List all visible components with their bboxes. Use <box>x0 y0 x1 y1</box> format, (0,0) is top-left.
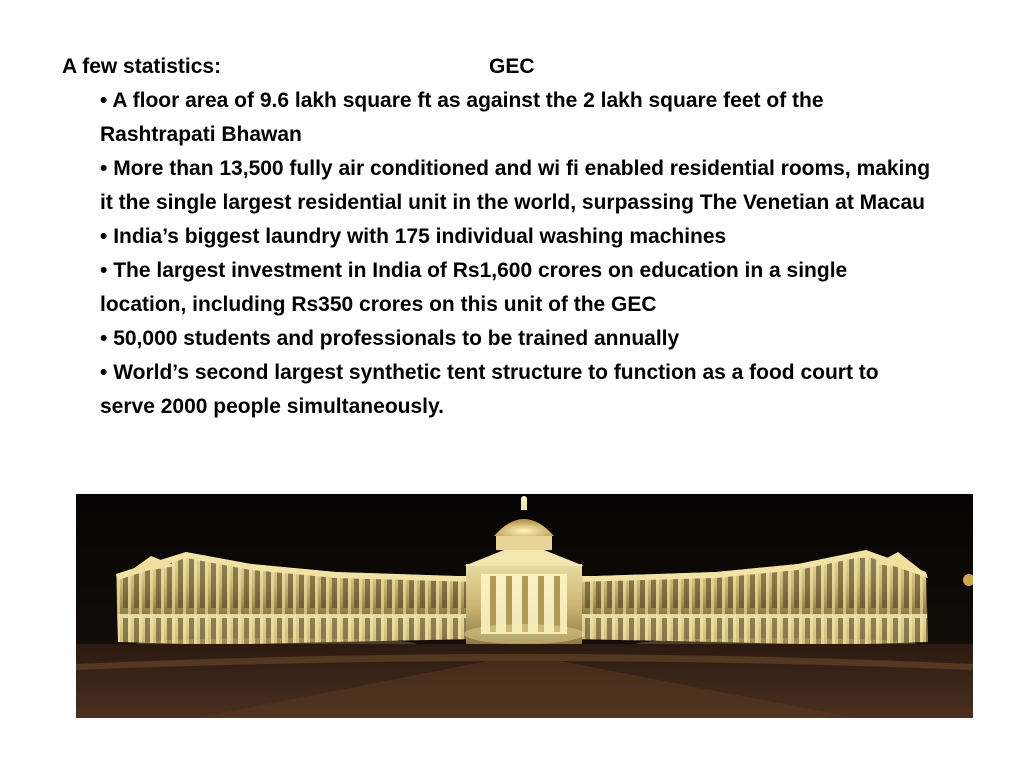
list-item <box>100 220 936 254</box>
slide-heading: A few statistics: <box>62 55 222 78</box>
list-item-text: The largest investment in India of Rs1,600 crores on education in a single location, including Rs350 crores on this unit of the GEC <box>100 259 848 316</box>
bullet: • <box>100 327 108 350</box>
bullet: • <box>100 157 108 180</box>
statistics-list <box>100 84 936 424</box>
building-photo <box>76 494 973 718</box>
slide-heading-gec: GEC <box>489 55 535 78</box>
bullet: • <box>100 259 108 282</box>
bullet: • <box>100 89 108 112</box>
list-item-text: World’s second largest synthetic tent structure to function as a food court to serve 2000 people simultaneously. <box>100 361 879 418</box>
list-item <box>100 84 936 152</box>
list-item <box>100 254 936 322</box>
bullet: • <box>100 225 108 248</box>
list-item <box>100 322 936 356</box>
list-item-text: 50,000 students and professionals to be trained annually <box>113 327 680 350</box>
building-illustration <box>76 494 973 718</box>
list-item-text: India’s biggest laundry with 175 individual washing machines <box>113 225 727 248</box>
list-item-text: More than 13,500 fully air conditioned and wi fi enabled residential rooms, making it the single largest residential unit in the world, surpassing The Venetian at Macau <box>100 157 931 214</box>
list-item <box>100 356 936 424</box>
list-item <box>100 152 936 220</box>
heading-row <box>62 52 962 82</box>
bullet: • <box>100 361 108 384</box>
list-item-text: A floor area of 9.6 lakh square ft as against the 2 lakh square feet of the Rashtrapati Bhawan <box>100 89 824 146</box>
